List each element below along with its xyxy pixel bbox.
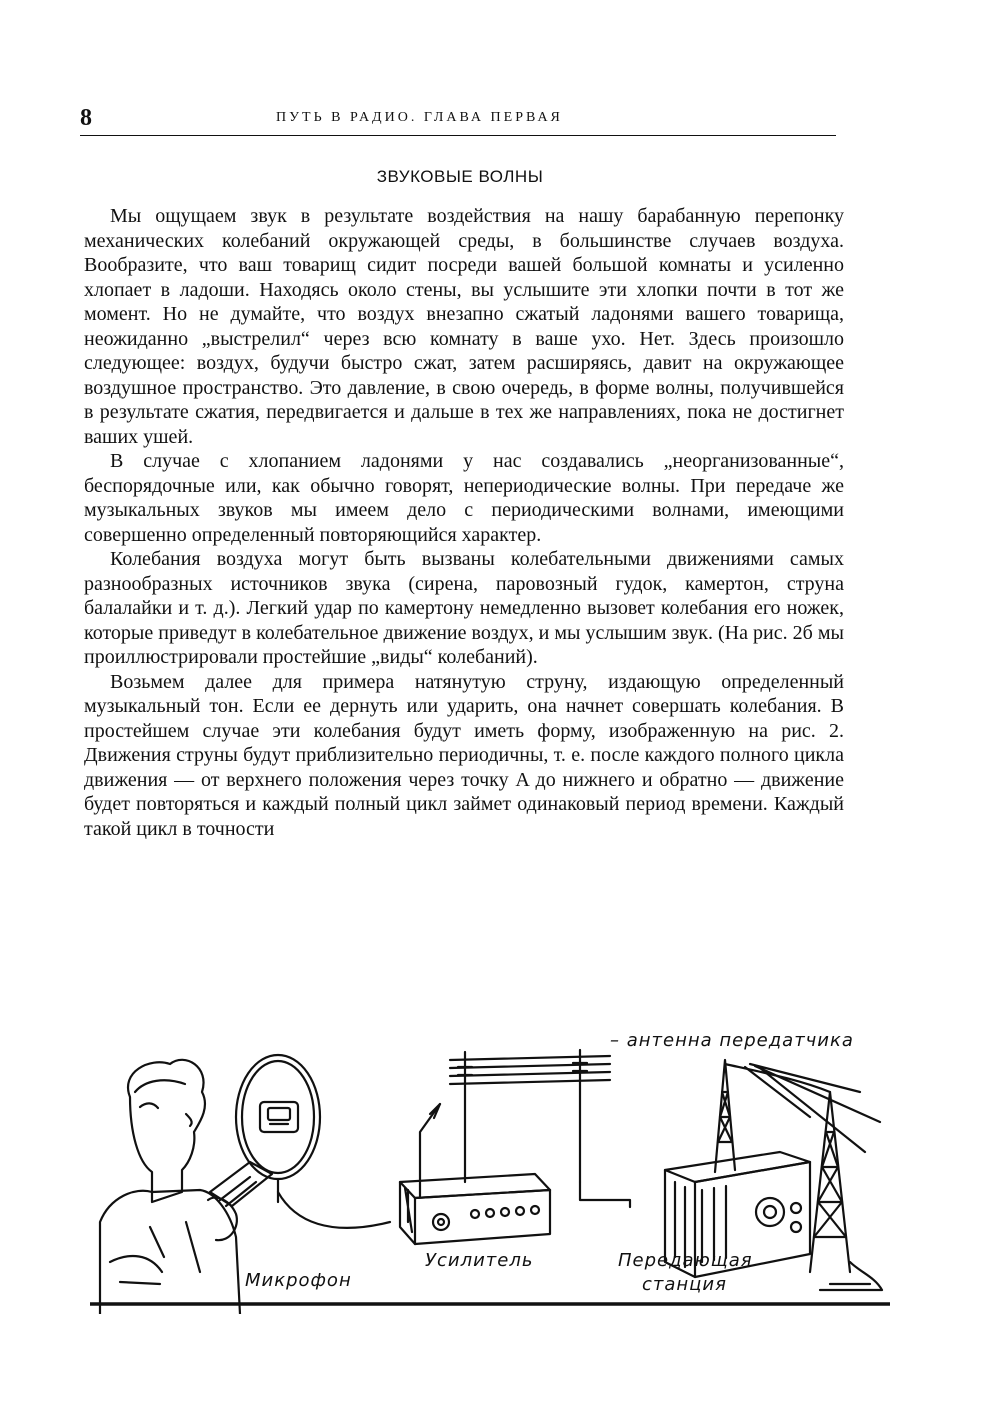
label-amplifier: Усилитель bbox=[425, 1250, 534, 1271]
body-text bbox=[84, 204, 844, 841]
label-station-line1: Передающая bbox=[618, 1250, 753, 1271]
page-number: 8 bbox=[80, 105, 92, 131]
microphone-illustration bbox=[236, 1055, 390, 1228]
broadcast-chain-illustration bbox=[90, 1022, 890, 1314]
label-antenna: – антенна передатчика bbox=[610, 1030, 854, 1051]
page-header bbox=[80, 104, 840, 132]
paragraph-1: Мы ощущаем звук в результате воздействия на нашу барабанную перепонку механических колебаний окружающей среды, в большинстве случаев воздуха. Вообразите, что ваш товарищ сидит посреди вашей большой комнаты и усиленно хлопает в ладоши. Находясь около стены, вы услышите эти хлопки почти в тот же момент. Но не думайте, что воздух внезапно сжатый ладонями вашего товарища, неожиданно „выстрелил“ через всю комнату в ваше ухо. Нет. Здесь произошло следующее: воздух, будучи быстро сжат, затем расширяясь, давит на окружающее воздушное пространство. Это давление, в свою очередь, в форме волны, получившейся в результате сжатия, передвигается и дальше в тех же направлениях, пока не достигнет ваших ушей. bbox=[84, 205, 844, 448]
paragraph-2: В случае с хлопанием ладонями у нас создавались „неорганизованные“, беспорядочные или, как обычно говорят, непериодические волны. При передаче же музыкальных звуков мы имеем дело с периодическими волнами, имеющими совершенно определенный повторяющийся характер. bbox=[84, 450, 844, 546]
label-microphone: Микрофон bbox=[245, 1270, 352, 1291]
amplifier-illustration bbox=[400, 1174, 550, 1244]
label-station-line2: станция bbox=[642, 1274, 727, 1295]
header-rule bbox=[80, 135, 836, 136]
running-title: ПУТЬ В РАДИО. ГЛАВА ПЕРВАЯ bbox=[276, 110, 563, 125]
paragraph-4: Возьмем далее для примера натянутую струну, издающую определенный музыкальный тон. Если ее дернуть или ударить, она начнет совершать колебания. В простейшем случае эти колебания будут иметь форму, изображенную на рис. 2. Движения струны будут приблизительно периодичны, т. е. после каждого полного цикла движения — от верхнего положения через точку A до нижнего и обратно — движение будет повторяться и каждый полный цикл займет одинаковый период времени. Каждый такой цикл в точности bbox=[84, 670, 844, 840]
paragraph-3: Колебания воздуха могут быть вызваны колебательными движениями самых разнообразных источников звука (сирена, паровозный гудок, камертон, струна балалайки и т. д.). Легкий удар по камертону немедленно вызовет колебания его ножек, которые приведут в колебательное движение воздух, и мы услышим звук. (На рис. 2б мы проиллюстрировали простейшие „виды“ колебаний). bbox=[84, 548, 844, 668]
section-title: ЗВУКОВЫЕ ВОЛНЫ bbox=[376, 167, 544, 186]
